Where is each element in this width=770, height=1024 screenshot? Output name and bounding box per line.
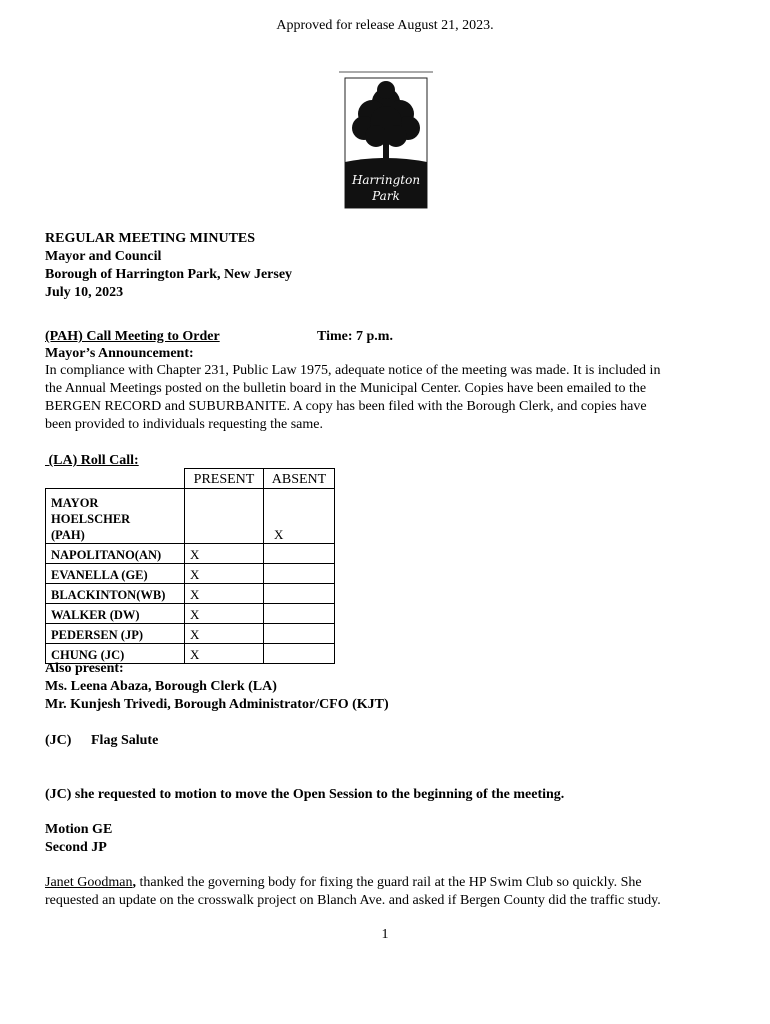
harrington-park-logo bbox=[339, 70, 433, 210]
doc-title: REGULAR MEETING MINUTES bbox=[45, 231, 256, 246]
absent-mark bbox=[264, 544, 335, 564]
member-name: PEDERSEN (JP) bbox=[46, 624, 185, 644]
motion-request: (JC) she requested to motion to move the Open Session to the beginning of the meeting. bbox=[45, 787, 565, 802]
absent-mark bbox=[264, 624, 335, 644]
present-mark: X bbox=[185, 584, 264, 604]
member-name: CHUNG (JC) bbox=[46, 644, 185, 664]
public-comment-line-1 bbox=[45, 874, 642, 892]
present-header: PRESENT bbox=[185, 469, 264, 489]
absent-mark: X bbox=[264, 489, 335, 544]
member-name: MAYOR HOELSCHER (PAH) bbox=[46, 489, 185, 544]
table-row bbox=[46, 564, 335, 584]
member-name: NAPOLITANO(AN) bbox=[46, 544, 185, 564]
announcement-line-1: In compliance with Chapter 231, Public Law 1975, adequate notice of the meeting was made. It is included in bbox=[45, 363, 661, 378]
roll-call-table bbox=[45, 468, 335, 664]
absent-mark bbox=[264, 604, 335, 624]
also-present-clerk: Ms. Leena Abaza, Borough Clerk (LA) bbox=[45, 679, 277, 694]
present-mark: X bbox=[185, 604, 264, 624]
present-mark: X bbox=[185, 544, 264, 564]
present-mark: X bbox=[185, 564, 264, 584]
table-row bbox=[46, 584, 335, 604]
also-present-administrator: Mr. Kunjesh Trivedi, Borough Administrator/CFO (KJT) bbox=[45, 697, 389, 712]
absent-mark bbox=[264, 564, 335, 584]
page-number: 1 bbox=[381, 927, 389, 942]
public-comment-text: thanked the governing body for fixing the guard rail at the HP Swim Club so quickly. She bbox=[135, 875, 642, 890]
absent-header: ABSENT bbox=[264, 469, 335, 489]
doc-borough: Borough of Harrington Park, New Jersey bbox=[45, 267, 293, 282]
release-note: Approved for release August 21, 2023. bbox=[276, 18, 494, 33]
absent-mark bbox=[264, 644, 335, 664]
member-name: WALKER (DW) bbox=[46, 604, 185, 624]
announcement-line-4: been provided to individuals requesting the same. bbox=[45, 417, 323, 432]
mayor-announcement-heading: Mayor’s Announcement: bbox=[45, 346, 194, 361]
public-comment-line-2: requested an update on the crosswalk project on Blanch Ave. and asked if Bergen County did the traffic study. bbox=[45, 893, 661, 908]
announcement-line-3: BERGEN RECORD and SUBURBANITE. A copy has been filed with the Borough Clerk, and copies have bbox=[45, 399, 647, 414]
meeting-time: Time: 7 p.m. bbox=[317, 329, 393, 344]
second-by: Second JP bbox=[45, 840, 107, 855]
member-name: BLACKINTON(WB) bbox=[46, 584, 185, 604]
table-row bbox=[46, 489, 335, 544]
flag-salute-speaker: (JC) bbox=[45, 733, 72, 748]
present-mark bbox=[185, 489, 264, 544]
speaker-name: Janet Goodman bbox=[45, 875, 133, 890]
also-present-heading: Also present: bbox=[45, 661, 124, 676]
announcement-line-2: the Annual Meetings posted on the bulletin board in the Municipal Center. Copies have been emailed to the bbox=[45, 381, 647, 396]
table-row bbox=[46, 624, 335, 644]
present-mark: X bbox=[185, 624, 264, 644]
flag-salute: Flag Salute bbox=[91, 733, 159, 748]
logo-text-line2: Park bbox=[372, 189, 400, 203]
motion-by: Motion GE bbox=[45, 822, 113, 837]
doc-subtitle: Mayor and Council bbox=[45, 249, 162, 264]
absent-mark bbox=[264, 584, 335, 604]
table-row bbox=[46, 544, 335, 564]
speaker-comma: , bbox=[132, 875, 136, 890]
roll-call-heading: (LA) Roll Call: bbox=[45, 453, 139, 468]
logo-text-line1: Harrington bbox=[351, 173, 421, 187]
present-mark: X bbox=[185, 644, 264, 664]
member-name: EVANELLA (GE) bbox=[46, 564, 185, 584]
table-row bbox=[46, 604, 335, 624]
table-header-row bbox=[46, 469, 335, 489]
call-to-order-heading: (PAH) Call Meeting to Order bbox=[45, 329, 220, 344]
doc-date: July 10, 2023 bbox=[45, 285, 124, 300]
